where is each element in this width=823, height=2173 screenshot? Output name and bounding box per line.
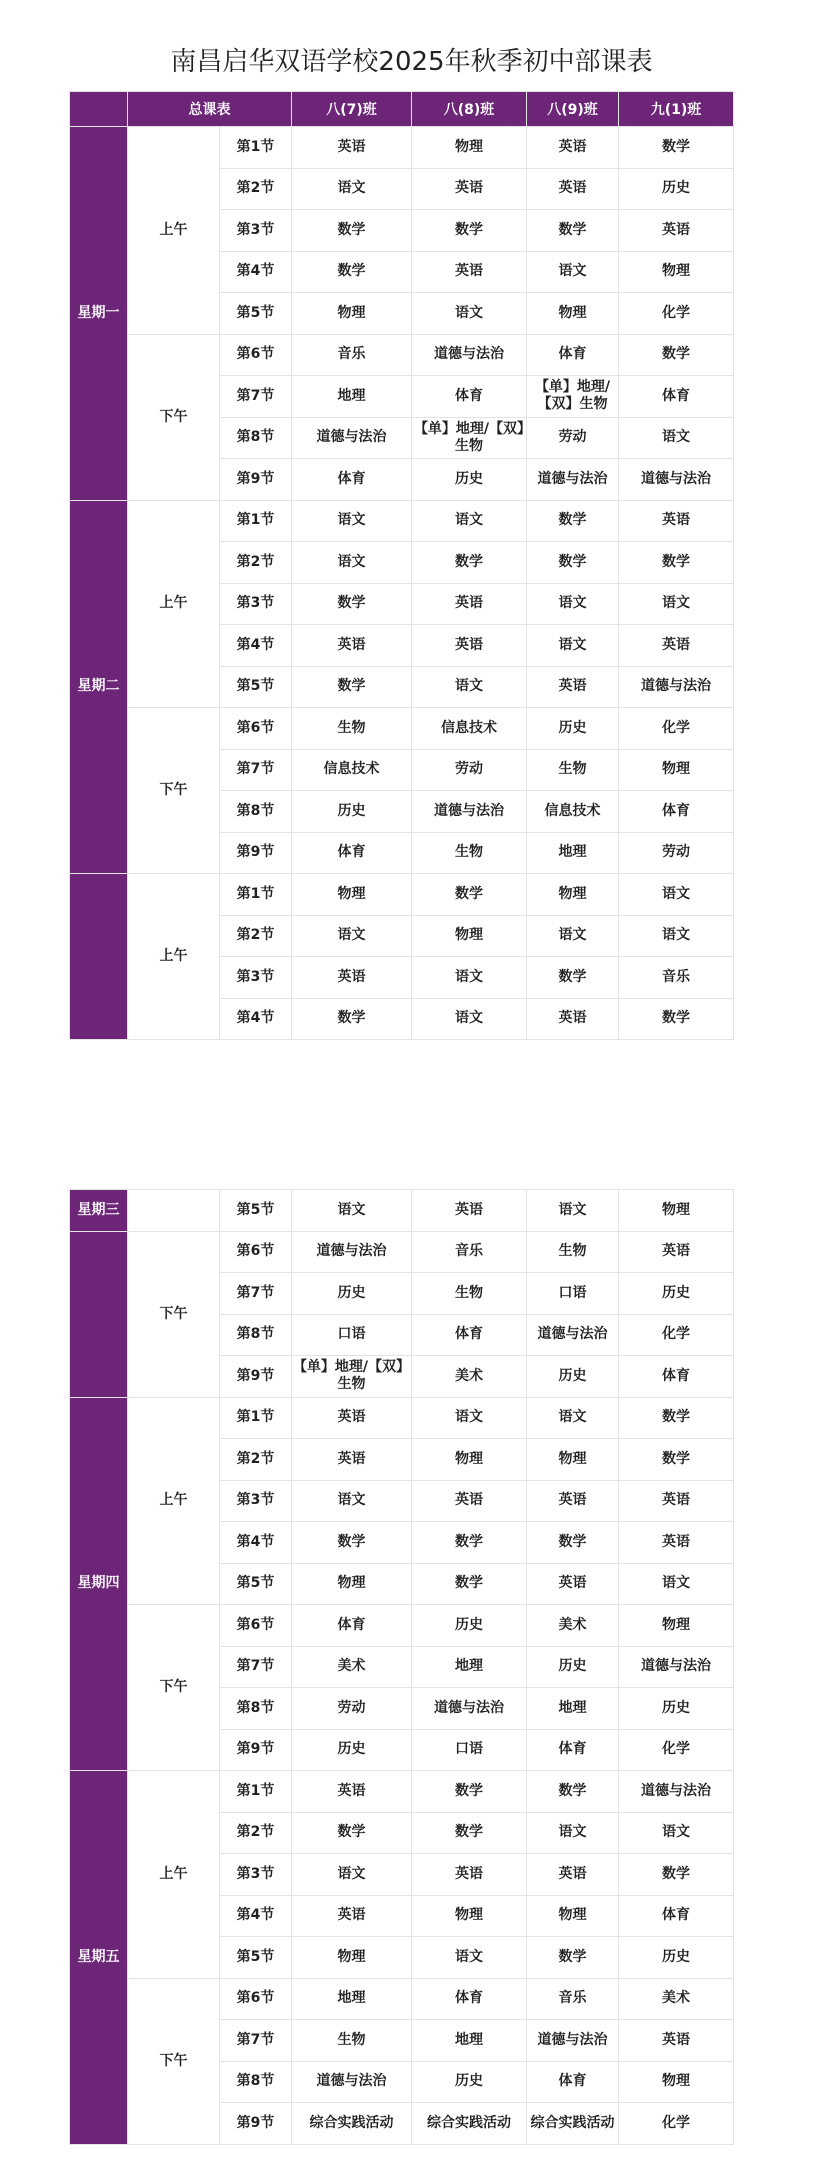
lesson-cell: 美术 — [527, 1605, 619, 1647]
period-label: 第1节 — [220, 500, 292, 542]
period-label: 第6节 — [220, 708, 292, 750]
table-row — [70, 1231, 734, 1273]
day-label: 星期一 — [70, 127, 128, 501]
table-row — [70, 1605, 734, 1647]
lesson-cell: 英语 — [292, 1771, 412, 1813]
lesson-cell: 英语 — [292, 625, 412, 667]
lesson-cell: 英语 — [292, 1439, 412, 1481]
lesson-cell: 体育 — [619, 791, 734, 833]
half-day-label: 下午 — [128, 334, 220, 500]
lesson-cell: 英语 — [619, 625, 734, 667]
lesson-cell: 数学 — [292, 666, 412, 708]
lesson-cell: 音乐 — [292, 334, 412, 376]
period-label: 第8节 — [220, 417, 292, 459]
lesson-cell: 语文 — [412, 293, 527, 335]
period-label: 第2节 — [220, 915, 292, 957]
period-label: 第5节 — [220, 1937, 292, 1979]
lesson-cell: 历史 — [292, 1273, 412, 1315]
lesson-cell: 物理 — [527, 1439, 619, 1481]
lesson-cell: 语文 — [292, 915, 412, 957]
lesson-cell: 语文 — [412, 666, 527, 708]
lesson-cell: 物理 — [292, 1563, 412, 1605]
lesson-cell: 道德与法治 — [619, 459, 734, 501]
lesson-cell: 道德与法治 — [619, 1646, 734, 1688]
lesson-cell: 物理 — [619, 1190, 734, 1232]
lesson-cell: 历史 — [292, 791, 412, 833]
lesson-cell: 数学 — [292, 998, 412, 1040]
lesson-cell: 道德与法治 — [619, 666, 734, 708]
header-class-3: 八(9)班 — [527, 92, 619, 127]
lesson-cell: 语文 — [527, 1812, 619, 1854]
lesson-cell: 生物 — [527, 749, 619, 791]
lesson-cell: 体育 — [619, 1895, 734, 1937]
lesson-cell: 数学 — [292, 1522, 412, 1564]
lesson-cell: 信息技术 — [412, 708, 527, 750]
lesson-cell: 地理 — [292, 1978, 412, 2020]
page-title: 南昌启华双语学校2025年秋季初中部课表 — [170, 47, 653, 77]
table-row — [70, 1771, 734, 1813]
period-label: 第7节 — [220, 376, 292, 418]
header-corner — [70, 92, 128, 127]
lesson-cell: 英语 — [527, 168, 619, 210]
period-label: 第9节 — [220, 459, 292, 501]
period-label: 第9节 — [220, 1729, 292, 1771]
lesson-cell: 语文 — [412, 1937, 527, 1979]
half-day-label: 上午 — [128, 1771, 220, 1979]
period-label: 第7节 — [220, 1646, 292, 1688]
lesson-cell: 英语 — [292, 127, 412, 169]
lesson-cell: 体育 — [292, 1605, 412, 1647]
lesson-cell: 物理 — [412, 1439, 527, 1481]
lesson-cell: 数学 — [292, 583, 412, 625]
day-label: 星期五 — [70, 1771, 128, 2145]
lesson-cell: 数学 — [412, 1771, 527, 1813]
period-label: 第2节 — [220, 1812, 292, 1854]
lesson-cell: 地理 — [412, 2020, 527, 2062]
period-label: 第3节 — [220, 210, 292, 252]
lesson-cell: 化学 — [619, 2103, 734, 2145]
lesson-cell: 劳动 — [527, 417, 619, 459]
lesson-cell: 英语 — [292, 957, 412, 999]
half-day-label: 上午 — [128, 127, 220, 335]
period-label: 第2节 — [220, 1439, 292, 1481]
lesson-cell: 音乐 — [527, 1978, 619, 2020]
lesson-cell: 英语 — [619, 500, 734, 542]
lesson-cell: 英语 — [527, 1563, 619, 1605]
lesson-cell: 体育 — [412, 1314, 527, 1356]
lesson-cell: 道德与法治 — [292, 1231, 412, 1273]
table-row — [70, 334, 734, 376]
lesson-cell: 数学 — [527, 1937, 619, 1979]
lesson-cell: 数学 — [619, 542, 734, 584]
table-row — [70, 127, 734, 169]
period-label: 第9节 — [220, 2103, 292, 2145]
lesson-cell: 数学 — [527, 1771, 619, 1813]
lesson-cell: 历史 — [292, 1729, 412, 1771]
lesson-cell: 道德与法治 — [292, 417, 412, 459]
lesson-cell: 音乐 — [412, 1231, 527, 1273]
lesson-cell: 语文 — [527, 1397, 619, 1439]
lesson-cell: 数学 — [412, 1563, 527, 1605]
lesson-cell: 英语 — [292, 1895, 412, 1937]
table-row — [70, 1190, 734, 1232]
lesson-cell: 体育 — [292, 832, 412, 874]
lesson-cell: 化学 — [619, 1314, 734, 1356]
half-day-label — [128, 1190, 220, 1232]
lesson-cell: 数学 — [527, 1522, 619, 1564]
lesson-cell: 语文 — [619, 1812, 734, 1854]
lesson-cell: 信息技术 — [527, 791, 619, 833]
lesson-cell: 生物 — [292, 2020, 412, 2062]
lesson-cell: 数学 — [412, 1522, 527, 1564]
lesson-cell: 历史 — [527, 1356, 619, 1398]
lesson-cell: 物理 — [527, 1895, 619, 1937]
lesson-cell: 生物 — [412, 1273, 527, 1315]
lesson-cell: 物理 — [527, 874, 619, 916]
period-label: 第4节 — [220, 625, 292, 667]
period-label: 第8节 — [220, 1314, 292, 1356]
lesson-cell: 数学 — [292, 1812, 412, 1854]
lesson-cell: 英语 — [527, 1854, 619, 1896]
lesson-cell: 【单】地理/【双】生物 — [412, 417, 527, 459]
lesson-cell: 物理 — [619, 1605, 734, 1647]
lesson-cell: 物理 — [412, 1895, 527, 1937]
lesson-cell: 英语 — [412, 625, 527, 667]
period-label: 第9节 — [220, 1356, 292, 1398]
period-label: 第2节 — [220, 168, 292, 210]
lesson-cell: 道德与法治 — [619, 1771, 734, 1813]
lesson-cell: 英语 — [412, 168, 527, 210]
period-label: 第6节 — [220, 1231, 292, 1273]
header-class-4: 九(1)班 — [619, 92, 734, 127]
lesson-cell: 口语 — [292, 1314, 412, 1356]
lesson-cell: 地理 — [412, 1646, 527, 1688]
lesson-cell: 化学 — [619, 1729, 734, 1771]
period-label: 第3节 — [220, 583, 292, 625]
lesson-cell: 历史 — [412, 2061, 527, 2103]
lesson-cell: 体育 — [527, 1729, 619, 1771]
lesson-cell: 劳动 — [412, 749, 527, 791]
lesson-cell: 美术 — [292, 1646, 412, 1688]
lesson-cell: 英语 — [527, 1480, 619, 1522]
lesson-cell: 数学 — [619, 334, 734, 376]
lesson-cell: 语文 — [292, 500, 412, 542]
lesson-cell: 语文 — [619, 1563, 734, 1605]
lesson-cell: 体育 — [292, 459, 412, 501]
lesson-cell: 物理 — [619, 251, 734, 293]
half-day-label: 下午 — [128, 1978, 220, 2144]
table-row — [70, 874, 734, 916]
lesson-cell: 物理 — [292, 1937, 412, 1979]
period-label: 第6节 — [220, 1978, 292, 2020]
lesson-cell: 道德与法治 — [412, 791, 527, 833]
lesson-cell: 劳动 — [292, 1688, 412, 1730]
table-row — [70, 1397, 734, 1439]
lesson-cell: 英语 — [412, 251, 527, 293]
period-label: 第1节 — [220, 874, 292, 916]
day-label-continued — [70, 1231, 128, 1397]
period-label: 第6节 — [220, 1605, 292, 1647]
lesson-cell: 【单】地理/【双】生物 — [292, 1356, 412, 1398]
header-overall: 总课表 — [128, 92, 292, 127]
lesson-cell: 数学 — [619, 1397, 734, 1439]
schedule-table-page-2 — [69, 1189, 734, 2145]
lesson-cell: 地理 — [527, 832, 619, 874]
lesson-cell: 语文 — [619, 583, 734, 625]
lesson-cell: 数学 — [619, 1854, 734, 1896]
lesson-cell: 体育 — [412, 376, 527, 418]
period-label: 第8节 — [220, 2061, 292, 2103]
lesson-cell: 地理 — [527, 1688, 619, 1730]
period-label: 第7节 — [220, 749, 292, 791]
lesson-cell: 数学 — [292, 210, 412, 252]
lesson-cell: 历史 — [527, 1646, 619, 1688]
lesson-cell: 化学 — [619, 293, 734, 335]
period-label: 第4节 — [220, 1522, 292, 1564]
lesson-cell: 数学 — [412, 874, 527, 916]
lesson-cell: 道德与法治 — [412, 1688, 527, 1730]
table-row — [70, 500, 734, 542]
table-row — [70, 1978, 734, 2020]
period-label: 第2节 — [220, 542, 292, 584]
lesson-cell: 数学 — [412, 542, 527, 584]
period-label: 第6节 — [220, 334, 292, 376]
period-label: 第7节 — [220, 2020, 292, 2062]
lesson-cell: 口语 — [527, 1273, 619, 1315]
lesson-cell: 物理 — [412, 915, 527, 957]
lesson-cell: 语文 — [412, 1397, 527, 1439]
lesson-cell: 英语 — [619, 210, 734, 252]
day-label: 星期二 — [70, 500, 128, 874]
lesson-cell: 体育 — [619, 1356, 734, 1398]
lesson-cell: 英语 — [619, 1522, 734, 1564]
period-label: 第1节 — [220, 1771, 292, 1813]
day-label-continued — [70, 874, 128, 1040]
lesson-cell: 综合实践活动 — [527, 2103, 619, 2145]
lesson-cell: 数学 — [292, 251, 412, 293]
lesson-cell: 数学 — [527, 210, 619, 252]
lesson-cell: 语文 — [292, 1854, 412, 1896]
period-label: 第1节 — [220, 1397, 292, 1439]
lesson-cell: 数学 — [619, 1439, 734, 1481]
lesson-cell: 语文 — [619, 915, 734, 957]
half-day-label: 下午 — [128, 1231, 220, 1397]
period-label: 第3节 — [220, 957, 292, 999]
lesson-cell: 劳动 — [619, 832, 734, 874]
lesson-cell: 历史 — [619, 168, 734, 210]
period-label: 第7节 — [220, 1273, 292, 1315]
lesson-cell: 语文 — [527, 583, 619, 625]
half-day-label: 上午 — [128, 1397, 220, 1605]
lesson-cell: 英语 — [292, 1397, 412, 1439]
period-label: 第4节 — [220, 998, 292, 1040]
lesson-cell: 道德与法治 — [292, 2061, 412, 2103]
day-label: 星期三 — [70, 1190, 128, 1232]
lesson-cell: 物理 — [527, 293, 619, 335]
lesson-cell: 语文 — [527, 1190, 619, 1232]
lesson-cell: 【单】地理/【双】生物 — [527, 376, 619, 418]
day-label: 星期四 — [70, 1397, 128, 1771]
lesson-cell: 英语 — [412, 1190, 527, 1232]
period-label: 第3节 — [220, 1480, 292, 1522]
lesson-cell: 英语 — [619, 1231, 734, 1273]
header-class-2: 八(8)班 — [412, 92, 527, 127]
lesson-cell: 化学 — [619, 708, 734, 750]
lesson-cell: 生物 — [527, 1231, 619, 1273]
lesson-cell: 生物 — [292, 708, 412, 750]
lesson-cell: 语文 — [527, 251, 619, 293]
period-label: 第8节 — [220, 791, 292, 833]
lesson-cell: 道德与法治 — [527, 2020, 619, 2062]
period-label: 第5节 — [220, 1190, 292, 1232]
lesson-cell: 体育 — [527, 334, 619, 376]
lesson-cell: 体育 — [527, 2061, 619, 2103]
lesson-cell: 道德与法治 — [527, 1314, 619, 1356]
period-label: 第5节 — [220, 666, 292, 708]
lesson-cell: 语文 — [527, 625, 619, 667]
lesson-cell: 道德与法治 — [412, 334, 527, 376]
lesson-cell: 数学 — [527, 957, 619, 999]
lesson-cell: 历史 — [412, 1605, 527, 1647]
lesson-cell: 语文 — [412, 500, 527, 542]
lesson-cell: 道德与法治 — [527, 459, 619, 501]
lesson-cell: 数学 — [527, 542, 619, 584]
period-label: 第8节 — [220, 1688, 292, 1730]
period-label: 第4节 — [220, 251, 292, 293]
lesson-cell: 数学 — [619, 127, 734, 169]
lesson-cell: 物理 — [412, 127, 527, 169]
half-day-label: 下午 — [128, 708, 220, 874]
lesson-cell: 物理 — [619, 749, 734, 791]
lesson-cell: 历史 — [412, 459, 527, 501]
table-row — [70, 708, 734, 750]
period-label: 第9节 — [220, 832, 292, 874]
lesson-cell: 口语 — [412, 1729, 527, 1771]
lesson-cell: 信息技术 — [292, 749, 412, 791]
lesson-cell: 综合实践活动 — [292, 2103, 412, 2145]
header-row — [70, 92, 734, 127]
lesson-cell: 物理 — [619, 2061, 734, 2103]
lesson-cell: 英语 — [412, 583, 527, 625]
lesson-cell: 语文 — [412, 998, 527, 1040]
period-label: 第3节 — [220, 1854, 292, 1896]
lesson-cell: 英语 — [527, 998, 619, 1040]
lesson-cell: 英语 — [412, 1480, 527, 1522]
lesson-cell: 语文 — [292, 1480, 412, 1522]
lesson-cell: 综合实践活动 — [412, 2103, 527, 2145]
lesson-cell: 美术 — [412, 1356, 527, 1398]
lesson-cell: 语文 — [619, 874, 734, 916]
schedule-table-page-1 — [69, 91, 734, 1040]
lesson-cell: 体育 — [619, 376, 734, 418]
lesson-cell: 语文 — [292, 542, 412, 584]
lesson-cell: 历史 — [619, 1937, 734, 1979]
lesson-cell: 体育 — [412, 1978, 527, 2020]
lesson-cell: 英语 — [527, 666, 619, 708]
lesson-cell: 语文 — [619, 417, 734, 459]
lesson-cell: 历史 — [527, 708, 619, 750]
period-label: 第1节 — [220, 127, 292, 169]
half-day-label: 上午 — [128, 874, 220, 1040]
half-day-label: 上午 — [128, 500, 220, 708]
lesson-cell: 数学 — [412, 210, 527, 252]
lesson-cell: 数学 — [412, 1812, 527, 1854]
lesson-cell: 美术 — [619, 1978, 734, 2020]
header-class-1: 八(7)班 — [292, 92, 412, 127]
lesson-cell: 英语 — [412, 1854, 527, 1896]
lesson-cell: 语文 — [292, 1190, 412, 1232]
lesson-cell: 音乐 — [619, 957, 734, 999]
lesson-cell: 历史 — [619, 1273, 734, 1315]
lesson-cell: 英语 — [619, 2020, 734, 2062]
lesson-cell: 生物 — [412, 832, 527, 874]
half-day-label: 下午 — [128, 1605, 220, 1771]
lesson-cell: 英语 — [619, 1480, 734, 1522]
period-label: 第5节 — [220, 1563, 292, 1605]
lesson-cell: 数学 — [527, 500, 619, 542]
lesson-cell: 数学 — [619, 998, 734, 1040]
lesson-cell: 语文 — [527, 915, 619, 957]
period-label: 第5节 — [220, 293, 292, 335]
lesson-cell: 历史 — [619, 1688, 734, 1730]
period-label: 第4节 — [220, 1895, 292, 1937]
lesson-cell: 物理 — [292, 874, 412, 916]
lesson-cell: 英语 — [527, 127, 619, 169]
lesson-cell: 地理 — [292, 376, 412, 418]
lesson-cell: 语文 — [292, 168, 412, 210]
lesson-cell: 语文 — [412, 957, 527, 999]
lesson-cell: 物理 — [292, 293, 412, 335]
